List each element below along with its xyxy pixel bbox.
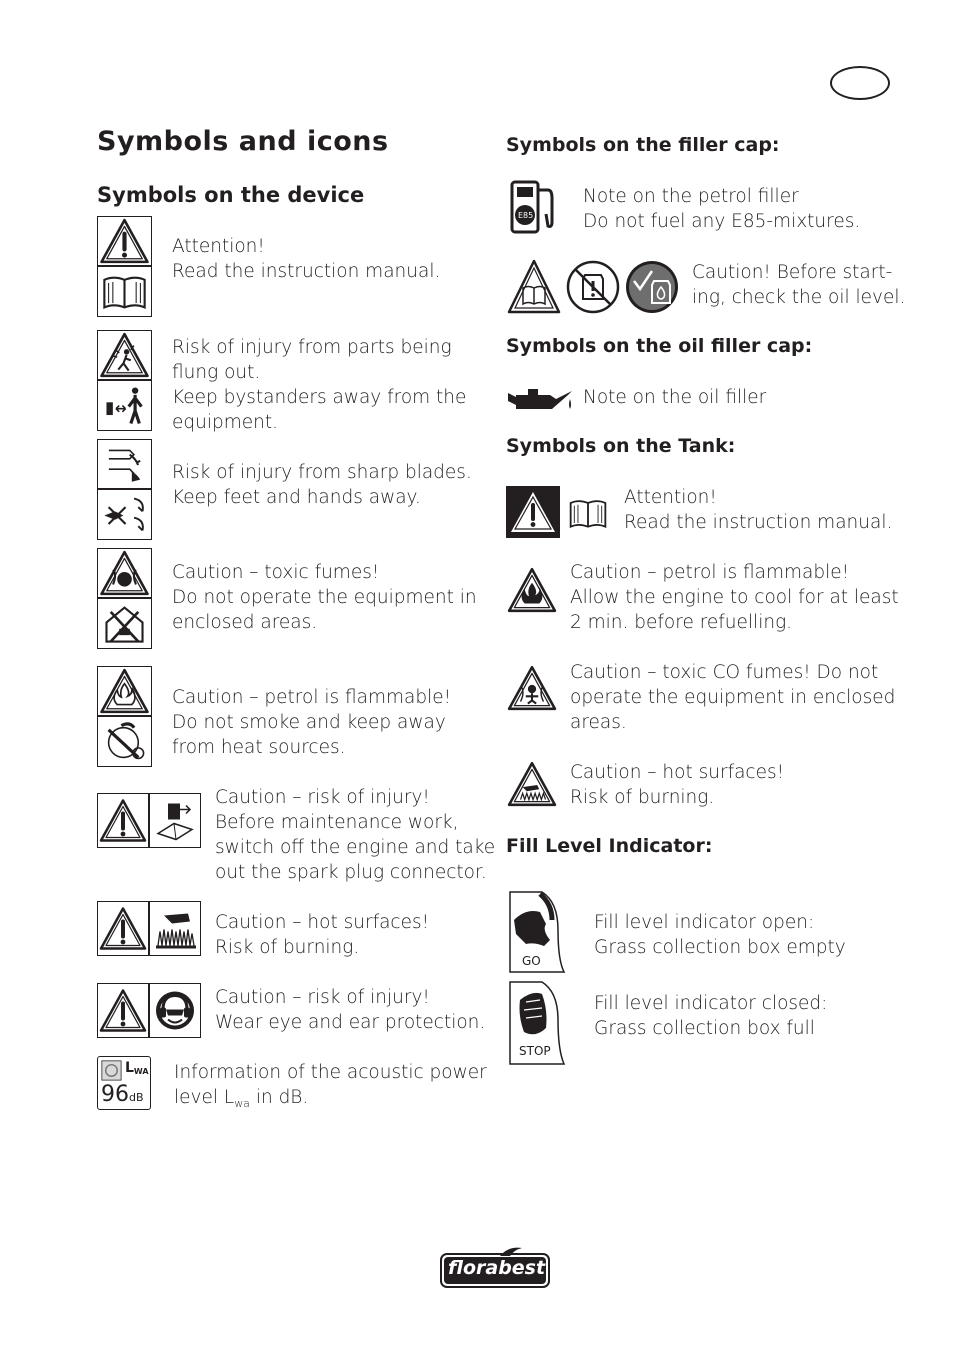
instruction-manual-icon <box>565 492 611 530</box>
language-badge <box>830 66 890 100</box>
warning-inverse-icon <box>506 486 560 538</box>
tank-item-2-text: Caution – petrol is flammable! Allow the engine to cool for at least 2 min. before refuelling. <box>570 562 899 633</box>
hot-surface-icon <box>506 760 558 808</box>
device-item-1-text: Attention! Read the instruction manual. <box>172 236 441 282</box>
acoustic-power-text: Information of the acoustic power level $L_{wa}$ in dB. <box>174 1062 487 1110</box>
warning-triangle-icon <box>97 901 149 956</box>
device-item-8-text: Caution – risk of injury! Wear eye and ear protection. <box>215 987 486 1033</box>
fill-item-1-text: Fill level indicator open: Grass collection box empty <box>594 912 846 958</box>
eye-ear-protection-icon <box>149 983 201 1038</box>
no-smoking-icon <box>97 716 152 767</box>
tank-item-4-text: Caution – hot surfaces! Risk of burning. <box>570 762 785 808</box>
device-item-7-text: Caution – hot surfaces! Risk of burning. <box>215 912 430 958</box>
flammable-icon <box>506 566 558 614</box>
oil-cap-item-text: Note on the oil filler <box>583 387 767 408</box>
device-item-2-text: Risk of injury from parts being flung out. Keep bystanders away from the equipment. <box>172 337 467 433</box>
acoustic-power-icon: $L_{WA}$ 96dB <box>97 1056 151 1110</box>
filler-cap-heading: Symbols on the filler cap: <box>506 134 780 156</box>
flammable-icon <box>97 666 152 716</box>
toxic-fumes-icon <box>97 548 152 598</box>
fill-indicator-closed-icon: STOP <box>506 980 566 1066</box>
sharp-blades-icon <box>97 439 152 489</box>
oil-cap-heading: Symbols on the oil filler cap: <box>506 335 813 357</box>
toxic-co-fumes-icon <box>506 664 558 712</box>
hot-surface-hand-icon <box>149 901 201 956</box>
oil-can-icon <box>506 385 572 417</box>
device-item-5-text: Caution – petrol is flammable! Do not smoke and keep away from heat sources. <box>172 687 452 758</box>
florabest-logo: florabest <box>440 1246 550 1288</box>
device-item-4-text: Caution – toxic fumes! Do not operate the equipment in enclosed areas. <box>172 562 477 633</box>
warning-triangle-icon <box>97 216 152 266</box>
no-enclosed-areas-icon <box>97 598 152 649</box>
keep-feet-hands-away-icon <box>97 489 152 540</box>
tank-item-3-text: Caution – toxic CO fumes! Do not operate the equipment in enclosed areas. <box>570 662 896 733</box>
filler-item-2-text: Caution! Before start- ing, check the oil level. <box>692 262 906 308</box>
fuel-pump-icon: E85 <box>506 176 562 236</box>
filler-item-1-text: Note on the petrol filler Do not fuel any E85-mixtures. <box>583 186 861 232</box>
fill-level-heading: Fill Level Indicator: <box>506 835 713 857</box>
device-heading: Symbols on the device <box>97 183 365 207</box>
instruction-manual-icon <box>97 266 152 317</box>
device-item-3-text: Risk of injury from sharp blades. Keep feet and hands away. <box>172 462 472 508</box>
page-title: Symbols and icons <box>97 126 389 157</box>
tank-item-1-text: Attention! Read the instruction manual. <box>624 487 893 533</box>
device-item-6-text: Caution – risk of injury! Before maintenance work, switch off the engine and take out the spark plug connector. <box>215 787 496 883</box>
fill-item-2-text: Fill level indicator closed: Grass collection box full <box>594 993 828 1039</box>
warning-triangle-icon <box>97 793 149 848</box>
spark-plug-maintenance-icon <box>149 793 201 848</box>
oil-ok-icon <box>624 259 680 315</box>
warning-triangle-icon <box>97 983 149 1038</box>
fill-indicator-open-icon: GO <box>506 890 566 974</box>
tank-heading: Symbols on the Tank: <box>506 435 736 457</box>
oil-check-warning-icon <box>506 258 562 316</box>
oil-level-check-icon <box>565 259 621 315</box>
bystanders-away-icon <box>97 380 152 431</box>
flying-parts-icon <box>97 330 152 380</box>
